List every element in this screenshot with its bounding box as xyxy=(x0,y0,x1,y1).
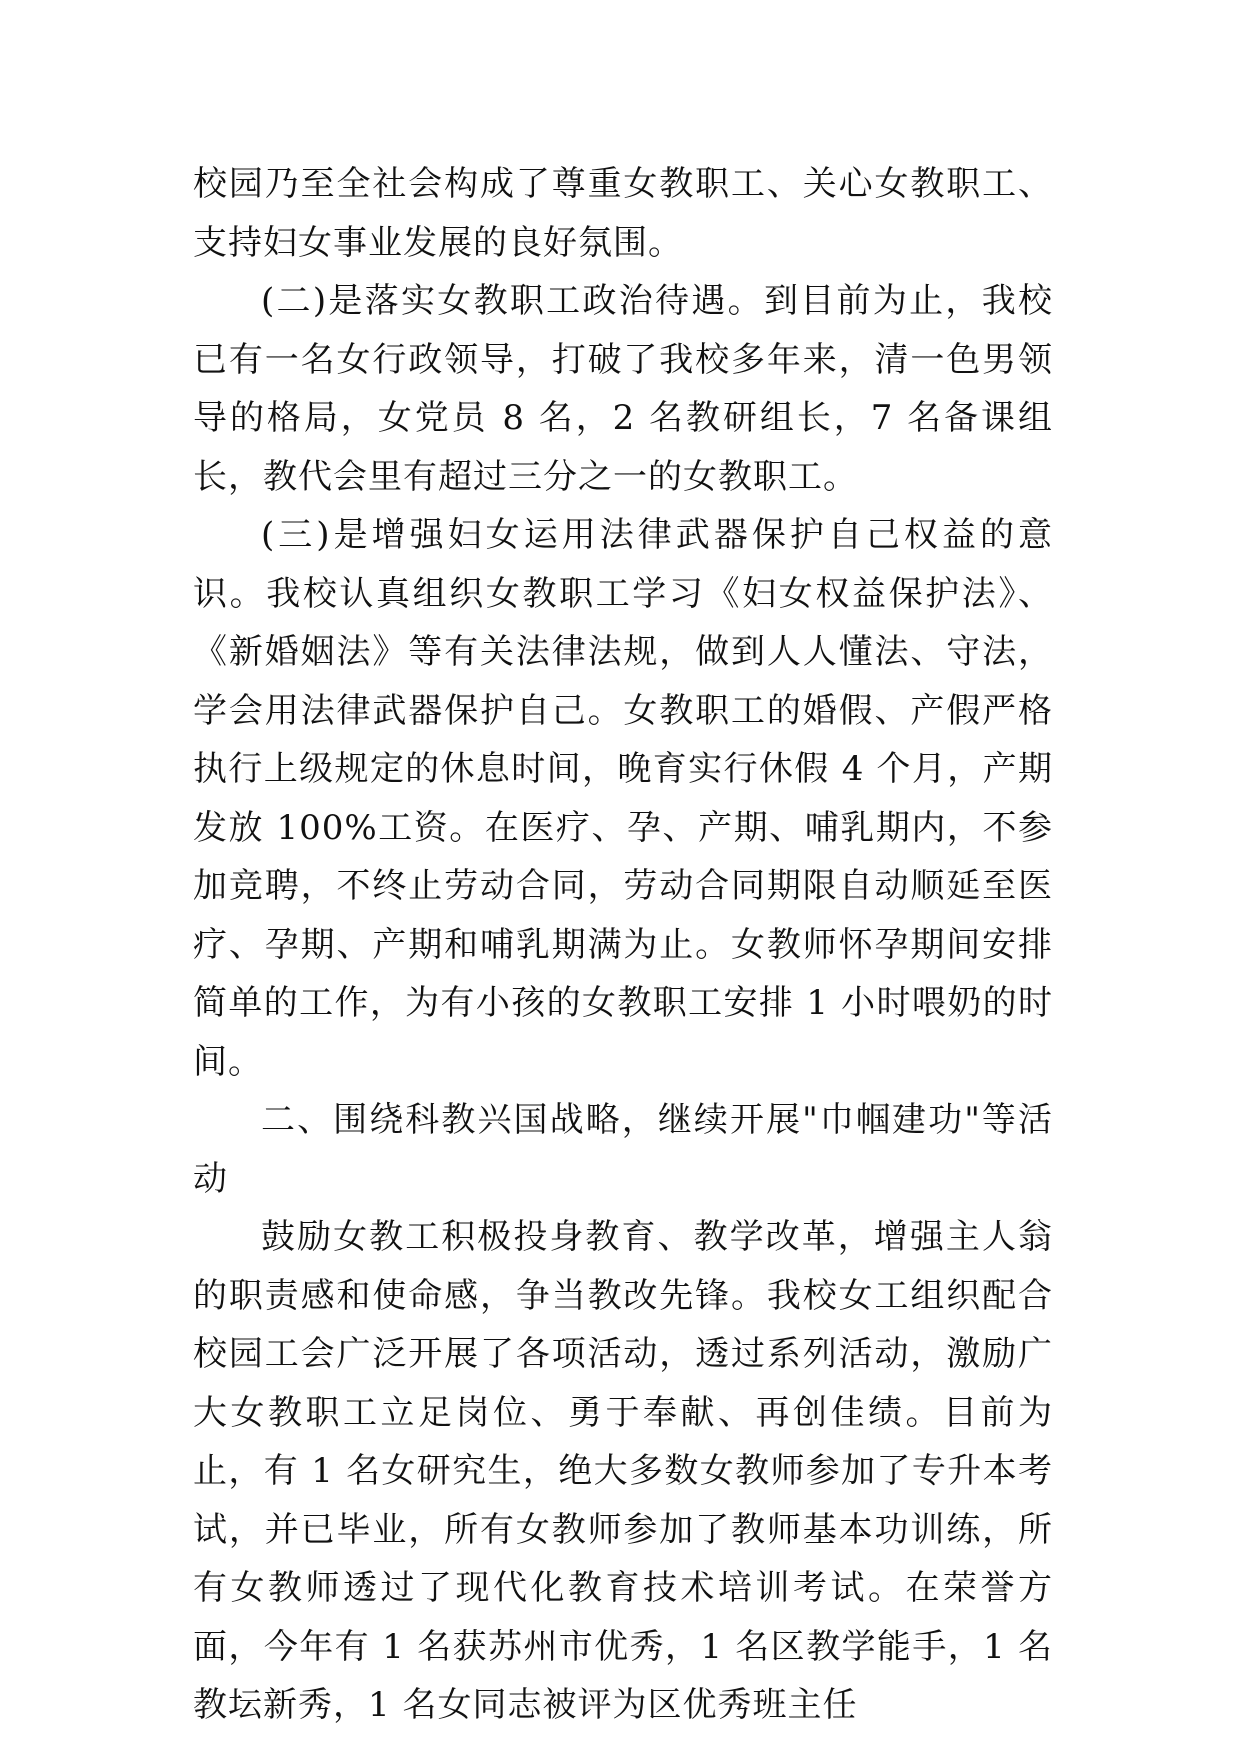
paragraph-political-treatment: (二)是落实女教职工政治待遇。到目前为止，我校已有一名女行政领导，打破了我校多年来，清一色男领导的格局，女党员 8 名，2 名教研组长，7 名备课组长，教代会里有超过三分之一的女教职工。 xyxy=(193,281,1053,497)
document-body xyxy=(193,155,1053,1735)
section-heading: 二、围绕科教兴国战略，继续开展"巾帼建功"等活动 xyxy=(193,1100,1053,1199)
paragraph-continuation: 校园乃至全社会构成了尊重女教职工、关心女教职工、支持妇女事业发展的良好氛围。 xyxy=(193,164,1053,263)
paragraph-activities: 鼓励女教工积极投身教育、教学改革，增强主人翁的职责感和使命感，争当教改先锋。我校女工组织配合校园工会广泛开展了各项活动，透过系列活动，激励广大女教职工立足岗位、勇于奉献、再创佳绩。目前为止，有 1 名女研究生，绝大多数女教师参加了专升本考试，并已毕业，所有女教师参加了教师基本功训练，所有女教师透过了现代化教育技术培训考试。在荣誉方面，今年有 1 名获苏州市优秀，1 名区教学能手，1 名教坛新秀，1 名女同志被评为区优秀班主任 xyxy=(193,1217,1053,1725)
paragraph-legal-rights: (三)是增强妇女运用法律武器保护自己权益的意识。我校认真组织女教职工学习《妇女权益保护法》、《新婚姻法》等有关法律法规，做到人人懂法、守法，学会用法律武器保护自己。女教职工的婚假、产假严格执行上级规定的休息时间，晚育实行休假 4 个月，产期发放 100%工资。在医疗、孕、产期、哺乳期内，不参加竞聘，不终止劳动合同，劳动合同期限自动顺延至医疗、孕期、产期和哺乳期满为止。女教师怀孕期间安排简单的工作，为有小孩的女教职工安排 1 小时喂奶的时间。 xyxy=(193,515,1053,1082)
